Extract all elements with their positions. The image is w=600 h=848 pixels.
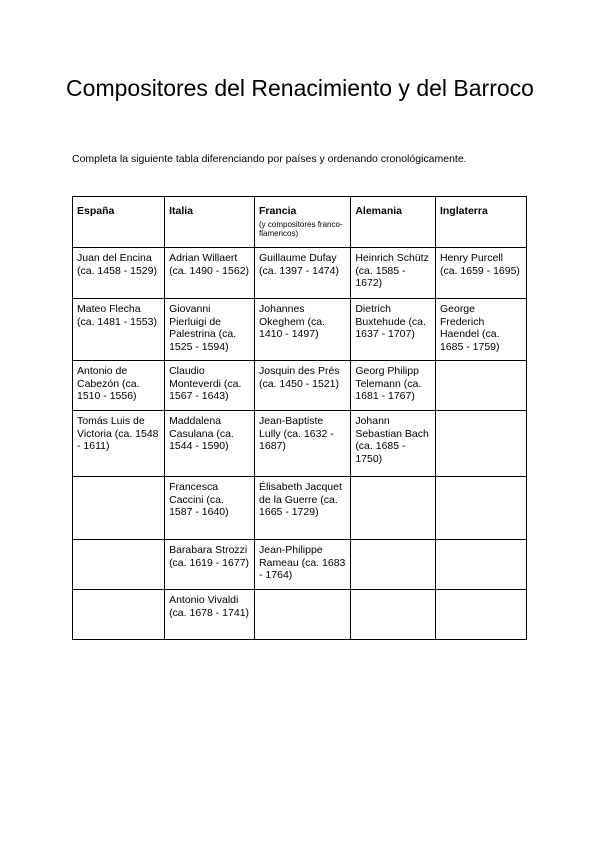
header-label: España [77, 205, 115, 217]
instruction-text: Completa la siguiente tabla diferenciando por países y ordenando cronológicamente. [72, 153, 467, 165]
table-cell [435, 477, 526, 540]
header-inglaterra [435, 197, 526, 248]
table-cell: Josquin des Prés (ca. 1450 - 1521) [255, 361, 351, 411]
header-italia [165, 197, 255, 248]
table-cell: Dietrich Buxtehude (ca. 1637 - 1707) [351, 299, 436, 361]
table-cell: Jean-Baptiste Lully (ca. 1632 - 1687) [255, 411, 351, 477]
table-cell [73, 477, 165, 540]
header-row [73, 197, 527, 248]
table-cell: Francesca Caccini (ca. 1587 - 1640) [165, 477, 255, 540]
table-row [73, 411, 527, 477]
table-row [73, 299, 527, 361]
table-cell: Élisabeth Jacquet de la Guerre (ca. 1665 - 1729) [255, 477, 351, 540]
table-cell: Heinrich Schütz (ca. 1585 - 1672) [351, 248, 436, 299]
table-cell: Johann Sebastian Bach (ca. 1685 - 1750) [351, 411, 436, 477]
table-cell [435, 411, 526, 477]
header-label: Italia [169, 205, 193, 217]
header-label: Francia [259, 205, 297, 217]
table-cell [255, 590, 351, 640]
table-row [73, 477, 527, 540]
table-cell [73, 540, 165, 590]
table-row [73, 540, 527, 590]
table-cell: Adrian Willaert (ca. 1490 - 1562) [165, 248, 255, 299]
table-cell: Mateo Flecha (ca. 1481 - 1553) [73, 299, 165, 361]
table-cell [435, 540, 526, 590]
table-cell: Antonio de Cabezón (ca. 1510 - 1556) [73, 361, 165, 411]
table-cell [73, 590, 165, 640]
table-cell: Giovanni Pierluigi de Palestrina (ca. 1525 - 1594) [165, 299, 255, 361]
table-row [73, 590, 527, 640]
table-cell: Georg Philipp Telemann (ca. 1681 - 1767) [351, 361, 436, 411]
table-cell: Johannes Okeghem (ca. 1410 - 1497) [255, 299, 351, 361]
table-cell: Claudio Monteverdi (ca. 1567 - 1643) [165, 361, 255, 411]
header-label: Inglaterra [439, 205, 488, 217]
table-row [73, 248, 527, 299]
header-espana [73, 197, 165, 248]
document-title: Compositores del Renacimiento y del Barroco [66, 75, 534, 101]
table-cell [351, 540, 436, 590]
table-cell: Juan del Encina (ca. 1458 - 1529) [73, 248, 165, 299]
header-alemania [351, 197, 436, 248]
table-cell [435, 590, 526, 640]
table-cell [351, 477, 436, 540]
table-cell: George Frederich Haendel (ca. 1685 - 1759) [435, 299, 526, 361]
table-cell: Tomás Luis de Victoria (ca. 1548 - 1611) [73, 411, 165, 477]
table-cell [435, 361, 526, 411]
table-cell: Barabara Strozzi (ca. 1619 - 1677) [165, 540, 255, 590]
header-francia [255, 197, 351, 248]
table-cell: Jean-Philippe Rameau (ca. 1683 - 1764) [255, 540, 351, 590]
table-cell: Antonio Vivaldi (ca. 1678 - 1741) [165, 590, 255, 640]
table-cell [351, 590, 436, 640]
header-sublabel: (y compositores franco-flamencos) [259, 219, 343, 238]
table-cell: Maddalena Casulana (ca. 1544 - 1590) [165, 411, 255, 477]
table-cell: Guillaume Dufay (ca. 1397 - 1474) [255, 248, 351, 299]
header-label: Alemania [355, 205, 402, 217]
composers-table [72, 196, 527, 640]
table-cell: Henry Purcell (ca. 1659 - 1695) [435, 248, 526, 299]
table-row [73, 361, 527, 411]
